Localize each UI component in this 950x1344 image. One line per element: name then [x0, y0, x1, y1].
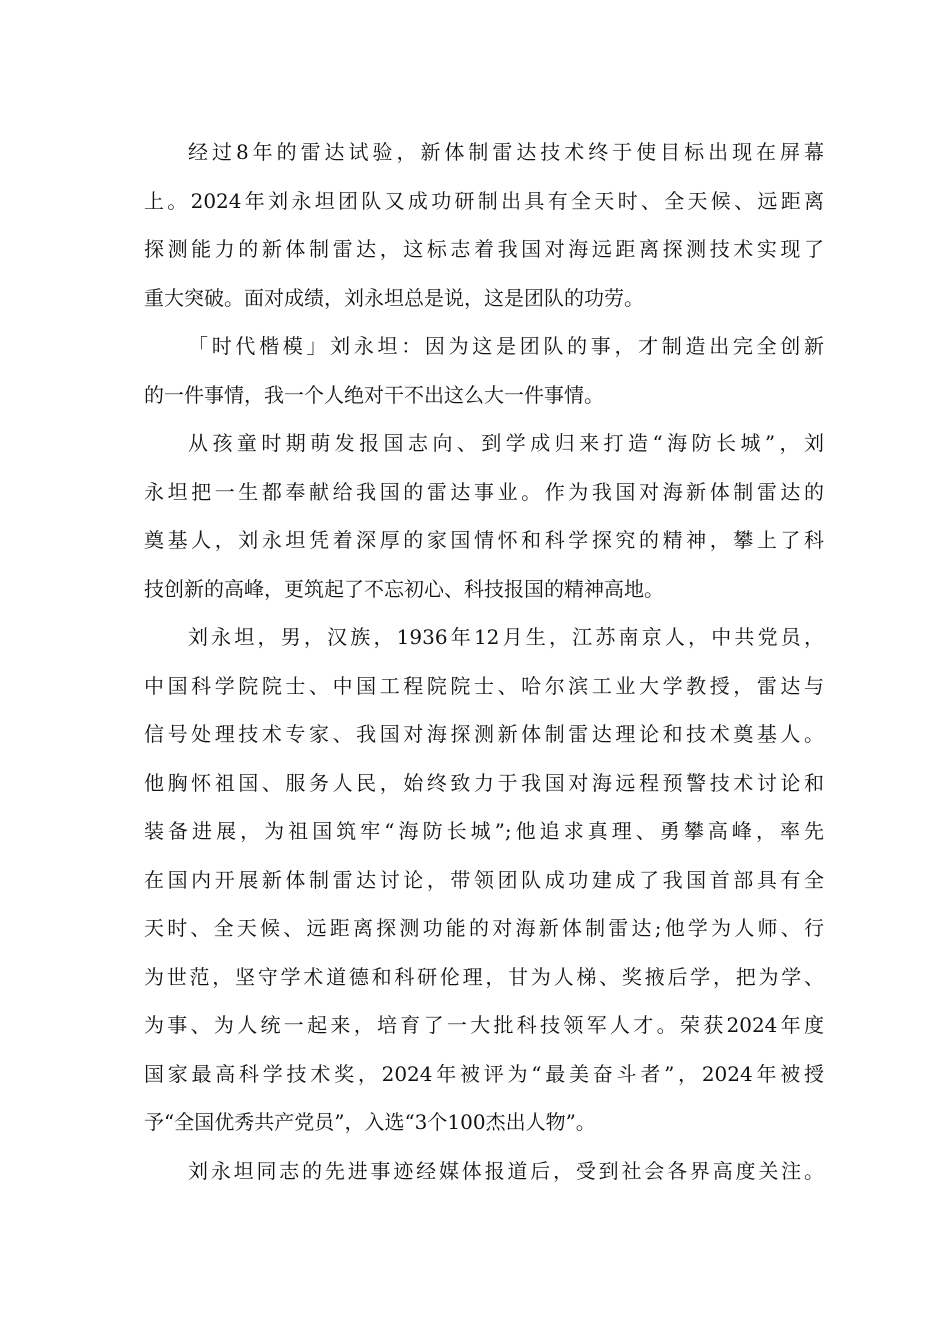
text-line: 他胸怀祖国、服务人民，始终致力于我国对海远程预警技术讨论和 — [144, 770, 824, 795]
text-line: 刘永坦，男，汉族，1936年12月生，江苏南京人，中共党员， — [188, 625, 824, 649]
text-line: 重大突破。面对成绩，刘永坦总是说，这是团队的功劳。 — [144, 285, 644, 310]
text-line: 上。2024年刘永坦团队又成功研制出具有全天时、全天候、远距离 — [144, 188, 824, 213]
paragraph-1 — [144, 128, 824, 322]
paragraph-3 — [144, 419, 824, 613]
text-line: 为事、为人统一起来，培育了一大批科技领军人才。荣获2024年度 — [144, 1013, 824, 1037]
text-line: 经过8年的雷达试验，新体制雷达技术终于使目标出现在屏幕 — [188, 140, 824, 164]
text-line: 从孩童时期萌发报国志向、到学成归来打造“海防长城”，刘 — [188, 431, 824, 455]
text-line: 探测能力的新体制雷达，这标志着我国对海远距离探测技术实现了 — [144, 237, 824, 261]
article-body — [144, 128, 824, 1195]
text-line: 永坦把一生都奉献给我国的雷达事业。作为我国对海新体制雷达的 — [144, 479, 824, 504]
text-line: 刘永坦同志的先进事迹经媒体报道后，受到社会各界高度关注。 — [188, 1158, 824, 1183]
text-line: 奠基人，刘永坦凭着深厚的家国情怀和科学探究的精神，攀上了科 — [144, 528, 824, 552]
text-line: 信号处理技术专家、我国对海探测新体制雷达理论和技术奠基人。 — [144, 722, 824, 746]
text-line: 国家最高科学技术奖，2024年被评为“最美奋斗者”，2024年被授 — [144, 1061, 824, 1086]
text-line: 装备进展，为祖国筑牢“海防长城”;他追求真理、勇攀高峰，率先 — [144, 819, 824, 843]
text-line: 天时、全天候、远距离探测功能的对海新体制雷达;他学为人师、行 — [144, 916, 824, 940]
text-line: 中国科学院院士、中国工程院院士、哈尔滨工业大学教授，雷达与 — [144, 673, 824, 698]
paragraph-5 — [144, 1147, 824, 1196]
text-line: 的一件事情，我一个人绝对干不出这么大一件事情。 — [144, 382, 604, 407]
paragraph-2 — [144, 322, 824, 419]
text-line: 「时代楷模」刘永坦：因为这是团队的事，才制造出完全创新 — [188, 334, 824, 358]
text-line: 予“全国优秀共产党员”，入选“3个100杰出人物”。 — [144, 1110, 596, 1134]
paragraph-4 — [144, 613, 824, 1147]
text-line: 为世范，坚守学术道德和科研伦理，甘为人梯、奖掖后学，把为学、 — [144, 964, 824, 989]
text-line: 技创新的高峰，更筑起了不忘初心、科技报国的精神高地。 — [144, 576, 664, 601]
text-line: 在国内开展新体制雷达讨论，带领团队成功建成了我国首部具有全 — [144, 867, 824, 892]
